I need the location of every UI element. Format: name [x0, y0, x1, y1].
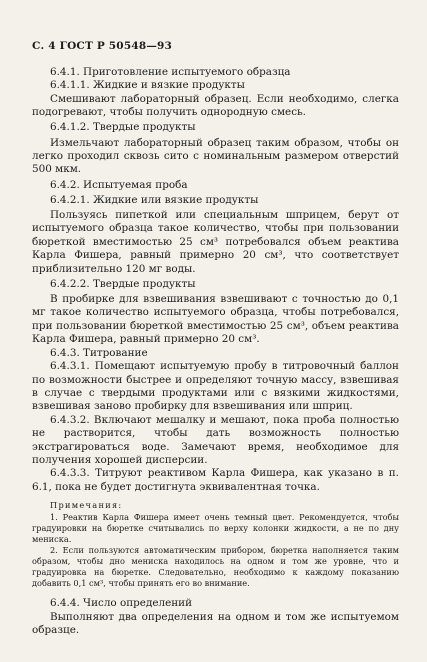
paragraph-6-4-3-3: 6.4.3.3. Титруют реактивом Карла Фишера, как указано в п. 6.1, пока не будет достигнута эквивалентная точка. [32, 467, 399, 493]
subsection-heading-6-4-2-2: 6.4.2.2. Твердые продукты [50, 277, 196, 290]
section-heading-6-4-2: 6.4.2. Испытуемая проба [50, 178, 188, 191]
notes-title: Примечания: [50, 500, 123, 511]
note-item: 2. Если пользуются автоматическим прибором, бюретка наполняется таким образом, чтобы дно мениска находилось на одном и том же уровне, что и градуировка на бюретке. Следовательно, необходимо к каждому показанию добавить 0,1 см³, чтобы принять его во внимание. [32, 545, 399, 589]
paragraph-6-4-1-1-text: Смешивают лабораторный образец. Если необходимо, слегка подогревают, чтобы получить однородную смесь. [32, 92, 399, 119]
subsection-heading-6-4-2-1: 6.4.2.1. Жидкие или вязкие продукты [50, 193, 259, 206]
notes-block [32, 500, 399, 589]
page-header: С. 4 ГОСТ Р 50548—93 [32, 40, 173, 52]
subsection-heading-6-4-1-2: 6.4.1.2. Твердые продукты [50, 121, 196, 134]
note-item: 1. Реактив Карла Фишера имеет очень темный цвет. Рекомендуется, чтобы градуировки на бюретке считывались по верху колонки жидкости, а не по дну мениска. [32, 512, 399, 545]
paragraph-6-4-2-2-text: В пробирке для взвешивания взвешивают с точностью до 0,1 мг такое количество испытуемого образца, чтобы потребовался, при пользовании бюреткой вместимостью 25 см³, объем реактива Карла Фишера, равный примерно 20 см³. [32, 293, 399, 346]
document-body [32, 66, 399, 637]
paragraph-6-4-2-1-text: Пользуясь пипеткой или специальным шприцем, берут от испытуемого образца такое количество, чтобы при пользовании бюреткой вместимостью 25 см³ потребовался объем реактива Карла Фишера, равный примерно 20 см³, что соответствует приблизительно 120 мг воды. [32, 209, 399, 275]
section-heading-6-4-3: 6.4.3. Титрование [50, 346, 148, 359]
section-heading-6-4-4: 6.4.4. Число определений [50, 597, 193, 610]
subsection-heading-6-4-1-1: 6.4.1.1. Жидкие и вязкие продукты [50, 79, 245, 92]
paragraph-6-4-3-2: 6.4.3.2. Включают мешалку и мешают, пока проба полностью не растворится, чтобы дать возможность полностью экстрагироваться воде. Замечают время, необходимое для получения хорошей дисперсии. [32, 413, 399, 466]
paragraph-6-4-1-2-text: Измельчают лабораторный образец таким образом, чтобы он легко проходил сквозь сито с номинальным размером отверстий 500 мкм. [32, 136, 399, 176]
paragraph-6-4-3-1: 6.4.3.1. Помещают испытуемую пробу в титровочный баллон по возможности быстрее и определяют точную массу, взвешивая в случае с твердыми продуктами или с вязкими жидкостями, взвешивая заново пробирку для взвешивания или шприц. [32, 360, 399, 413]
section-heading-6-4-1: 6.4.1. Приготовление испытуемого образца [50, 66, 291, 78]
paragraph-6-4-4-text: Выполняют два определения на одном и том же испытуемом образце. [32, 610, 399, 636]
